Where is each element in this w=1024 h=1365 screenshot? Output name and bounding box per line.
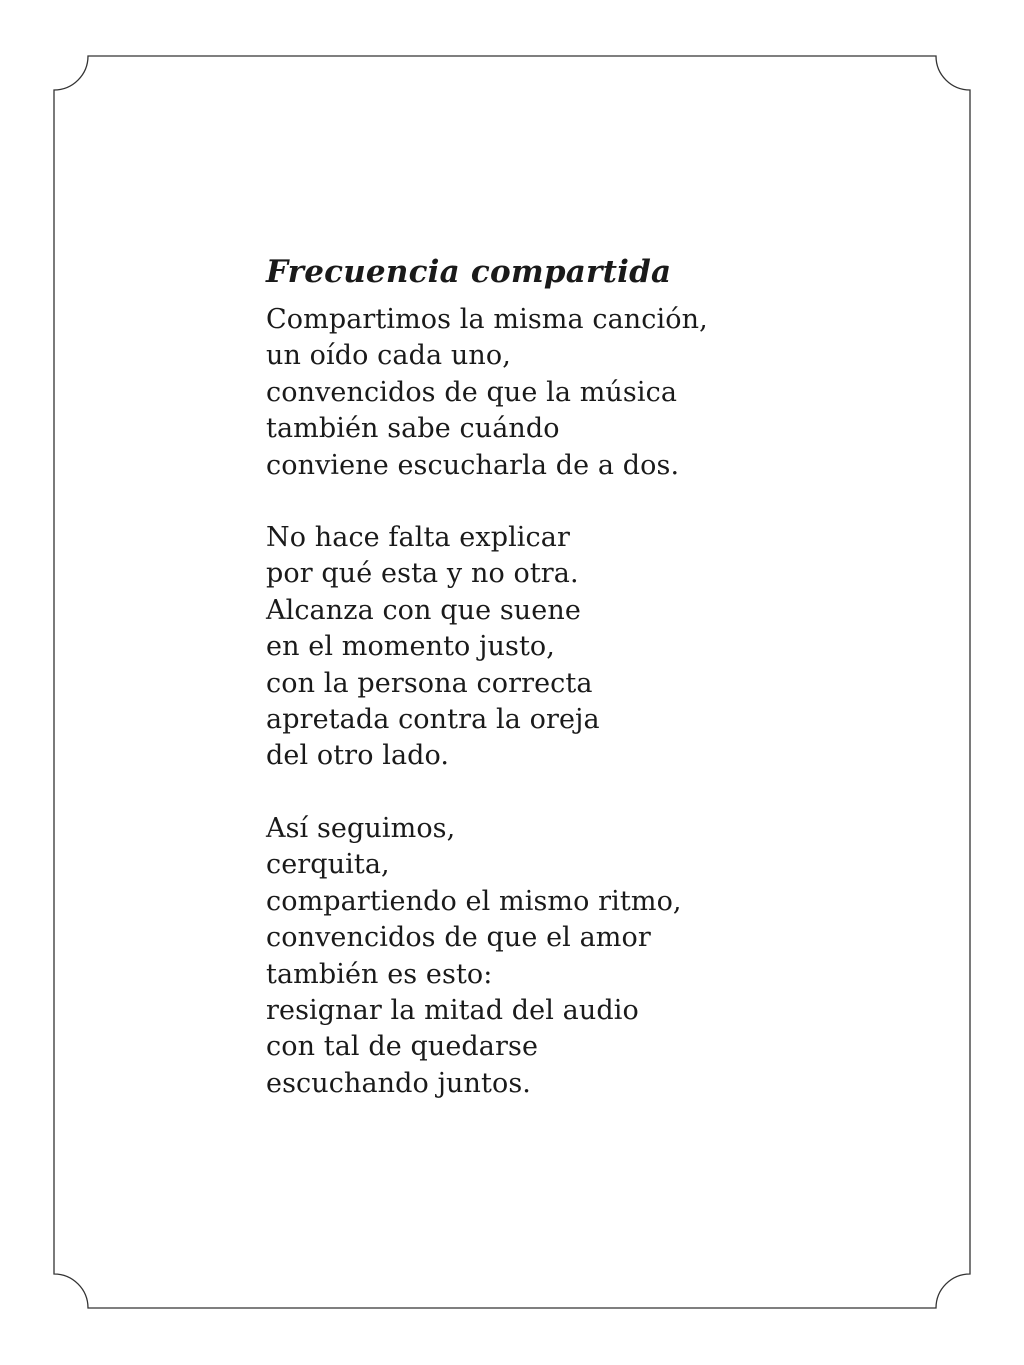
poem-line: también es esto: — [266, 958, 493, 990]
stanza-2 — [266, 520, 906, 775]
poem-line: conviene escucharla de a dos. — [266, 449, 680, 481]
poem-line: por qué esta y no otra. — [266, 558, 579, 590]
stanza-1 — [266, 302, 906, 484]
poem-line: convencidos de que la música — [266, 376, 678, 408]
poem-line: resignar la mitad del audio — [266, 994, 639, 1026]
poem-line: un oído cada uno, — [266, 340, 511, 372]
stanza-3 — [266, 811, 906, 1102]
poem-line: No hace falta explicar — [266, 522, 570, 554]
poem-line: con tal de quedarse — [266, 1031, 539, 1063]
poem-line: también sabe cuándo — [266, 413, 560, 445]
poem-line: convencidos de que el amor — [266, 922, 651, 954]
poem-line: apretada contra la oreja — [266, 704, 600, 736]
poem-line: compartiendo el mismo ritmo, — [266, 885, 682, 917]
poem-line: Así seguimos, — [266, 812, 456, 844]
poem-line: en el momento justo, — [266, 631, 555, 663]
poem-title: Frecuencia compartida — [266, 254, 672, 290]
poem — [266, 252, 906, 1138]
poem-line: del otro lado. — [266, 740, 450, 772]
poem-line: cerquita, — [266, 849, 390, 881]
poem-line: Compartimos la misma canción, — [266, 304, 708, 335]
poem-line: con la persona correcta — [266, 667, 593, 699]
poem-line: Alcanza con que suene — [266, 594, 581, 626]
poem-line: escuchando juntos. — [266, 1067, 531, 1099]
